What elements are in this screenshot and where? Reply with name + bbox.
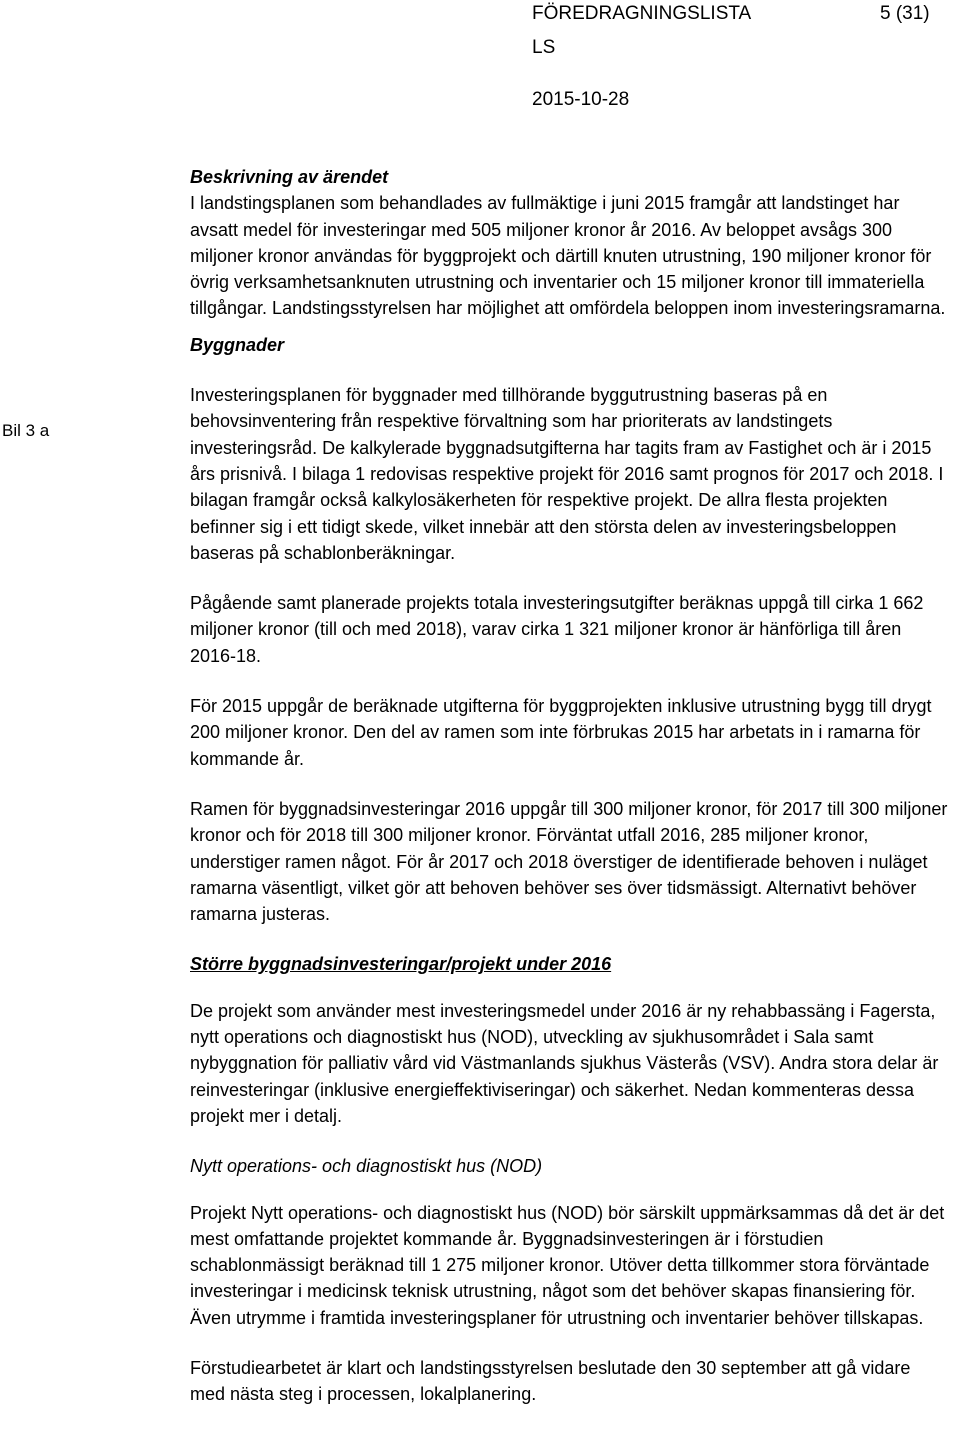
paragraph-beskrivning: I landstingsplanen som behandlades av fullmäktige i juni 2015 framgår att landstinget har avsatt medel för investeringar med 505 miljoner kronor år 2016. Av beloppet avsågs 300 miljoner kronor användas för byggprojekt och därtill knuten utrustning, 190 miljoner kronor för övrig verksamhetsanknuten utrustning och inventarier och 15 miljoner kronor till immateriella tillgångar. Landstingsstyrelsen har möjlighet att omfördela beloppen inom investeringsramarna. (190, 193, 946, 319)
document-body (190, 164, 950, 1408)
page-number: 5 (31) (880, 3, 930, 24)
paragraph-nod-1: Projekt Nytt operations- och diagnostiskt hus (NOD) bör särskilt uppmärksammas då det är det mest omfattande projektet kommande år. Byggnadsinvesteringen är i förstudien schablonmässigt beräknad till 1 275 miljoner kronor. Utöver detta tillkommer stora förväntade investeringar i medicinsk teknisk utrustning, något som det behöver skapas finansiering för. Även utrymme i framtida investeringsplaner för utrustning och inventarier behöver tillskapas. (190, 1202, 945, 1328)
paragraph-byggnader-4: Ramen för byggnadsinvesteringar 2016 uppgår till 300 miljoner kronor, för 2017 till 300 miljoner kronor och för 2018 till 300 miljoner kronor. Förväntat utfall 2016, 285 miljoner kronor, understiger ramen något. För år 2017 och 2018 överstiger de identifierade behoven i nuläget ramarna väsentligt, vilket gör att behoven behöver ses över tidsmässigt. Alternativt behöver ramarna justeras. (190, 798, 948, 925)
heading-byggnader: Byggnader (190, 334, 285, 355)
paragraph-storre-projekt: De projekt som använder mest investeringsmedel under 2016 är ny rehabbassäng i Fagersta, nytt operations och diagnostiskt hus (NOD), utveckling av sjukhusområdet i Sala samt nybyggnation för palliativ vård vid Västmanlands sjukhus Västerås (VSV). Andra stora delar är reinvesteringar (inklusive energieffektiviseringar) och säkerhet. Nedan kommenteras dessa projekt mer i detalj. (190, 1000, 939, 1126)
paragraph-byggnader-3: För 2015 uppgår de beräknade utgifterna för byggprojekten inklusive utrustning bygg till drygt 200 miljoner kronor. Den del av ramen som inte förbrukas 2015 har arbetats in i ramarna för kommande år. (190, 696, 932, 769)
heading-storre-projekt: Större byggnadsinvesteringar/projekt under 2016 (190, 954, 612, 975)
heading-nod: Nytt operations- och diagnostiskt hus (NOD) (190, 1156, 543, 1177)
document-type: FÖREDRAGNINGSLISTA (532, 3, 752, 24)
unit-code: LS (532, 37, 556, 58)
paragraph-byggnader-2: Pågående samt planerade projekts totala investeringsutgifter beräknas uppgå till cirka 1 662 miljoner kronor (till och med 2018), varav cirka 1 321 miljoner kronor är hänförliga till åren 2016-18. (190, 593, 924, 666)
attachment-reference: Bil 3 a (2, 421, 50, 440)
document-date: 2015-10-28 (532, 89, 630, 110)
paragraph-byggnader-1: Investeringsplanen för byggnader med tillhörande byggutrustning baseras på en behovsinventering från respektive förvaltning som har prioriterats av landstingets investeringsråd. De kalkylerade byggnadsutgifterna har tagits fram av Fastighet och är i 2015 års prisnivå. I bilaga 1 redovisas respektive projekt för 2016 samt prognos för 2017 och 2018. I bilagan framgår också kalkylosäkerheten för respektive projekt. De allra flesta projekten befinner sig i ett tidigt skede, vilket innebär att den största delen av investeringsbeloppen baseras på schablonberäkningar. (190, 385, 944, 563)
paragraph-nod-2: Förstudiearbetet är klart och landstingsstyrelsen beslutade den 30 september att gå vidare med nästa steg i processen, lokalplanering. (190, 1357, 911, 1405)
heading-beskrivning: Beskrivning av ärendet (190, 167, 389, 187)
